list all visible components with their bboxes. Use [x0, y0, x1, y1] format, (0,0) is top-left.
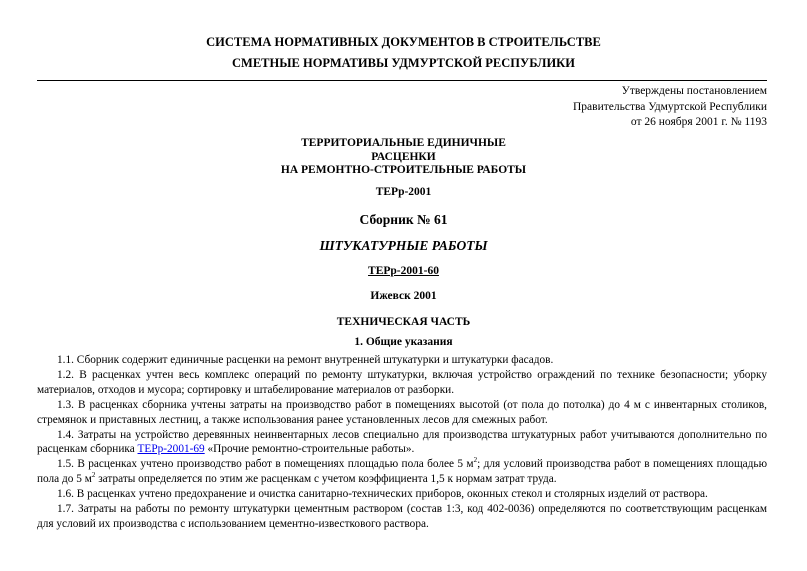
terr-2001-69-link[interactable]: ТЕРр-2001-69 — [137, 443, 205, 456]
paragraph-1-4-text-b: «Прочие ремонтно-строительные работы». — [204, 443, 415, 456]
title-line-2: РАСЦЕНКИ — [371, 150, 436, 163]
paragraph-1-4 — [37, 428, 767, 458]
approval-line-2: Правительства Удмуртской Республики — [573, 100, 767, 113]
header-smet-title: СМЕТНЫЕ НОРМАТИВЫ УДМУРТСКОЙ РЕСПУБЛИКИ — [232, 56, 575, 70]
collection-code: ТЕРр-2001-60 — [368, 265, 439, 277]
paragraph-1-1: 1.1. Сборник содержит единичные расценки на ремонт внутренней штукатурки и штукатурки фасадов. — [57, 354, 554, 366]
paragraph-1-6: 1.6. В расценках учтено предохранение и очистка санитарно-технических приборов, оконных стекол и столярных изделий от раствора. — [57, 488, 708, 501]
header-rule — [37, 80, 767, 81]
approval-line-3: от 26 ноября 2001 г. № 1193 — [630, 116, 767, 128]
subsection-heading: 1. Общие указания — [354, 336, 453, 348]
title-line-1: ТЕРРИТОРИАЛЬНЫЕ ЕДИНИЧНЫЕ — [301, 137, 506, 149]
section-heading: ТЕХНИЧЕСКАЯ ЧАСТЬ — [336, 316, 471, 328]
header-system-title: СИСТЕМА НОРМАТИВНЫХ ДОКУМЕНТОВ В СТРОИТЕЛЬСТВЕ — [206, 35, 601, 49]
approval-block — [573, 84, 767, 131]
city-year: Ижевск 2001 — [370, 290, 437, 302]
paragraph-1-5 — [37, 457, 767, 487]
paragraph-1-5-text-b: ; для условий производства работ в помещениях площадью пола до 5 м — [37, 458, 768, 486]
paragraph-1-5-text-a: 1.5. В расценках учтено производство работ в помещениях площадью пола более 5 м — [57, 458, 474, 471]
works-title: ШТУКАТУРНЫЕ РАБОТЫ — [319, 238, 488, 253]
paragraph-1-7: 1.7. Затраты на работы по ремонту штукатурки цементным раствором (состав 1:3, код 402-0036) определяются по соответствующим расценкам для условий их производства с использованием цементно-известкового раствора. — [37, 503, 767, 530]
document-code: ТЕРр-2001 — [375, 186, 432, 198]
document-title — [0, 137, 807, 178]
title-line-3: НА РЕМОНТНО-СТРОИТЕЛЬНЫЕ РАБОТЫ — [280, 164, 527, 176]
paragraph-1-5-text-c: затраты определяется по этим же расценкам с учетом коэффициента 1,5 к нормам затрат труда. — [95, 473, 557, 486]
paragraph-1-4-text-a: 1.4. Затраты на устройство деревянных неинвентарных лесов специально для производства штукатурных работ учитываются дополнительно по расценкам сборника — [37, 428, 767, 456]
collection-number: Сборник № 61 — [359, 212, 448, 227]
superscript-2-b: 2 — [91, 471, 96, 480]
superscript-2-a: 2 — [473, 456, 478, 465]
paragraph-1-2: 1.2. В расценках учтен весь комплекс операций по ремонту штукатурки, включая устройство ограждений по технике безопасности; уборку материалов, отходов и мусора; сортировку и штабелирование материалов от разборки. — [37, 368, 767, 396]
approval-line-1: Утверждены постановлением — [621, 85, 767, 97]
body-text — [37, 353, 767, 532]
paragraph-1-3: 1.3. В расценках сборника учтены затраты на производство работ в помещениях высотой (от пола до потолка) до 4 м с инвентарных столиков, стремянок и приставных лестниц, а также использования ранее установленных лесов для смежных работ. — [37, 398, 767, 426]
